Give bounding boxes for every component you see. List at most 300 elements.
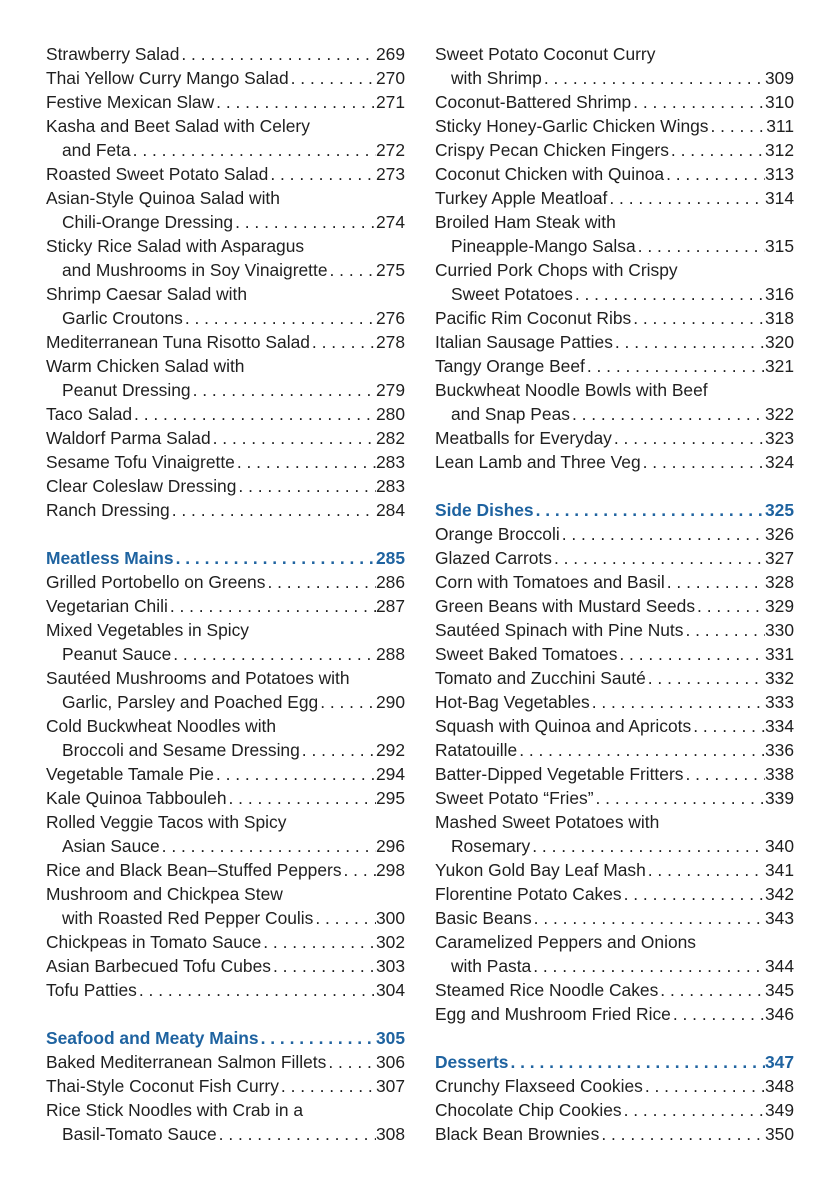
toc-entry[interactable] [435,1002,794,1026]
recipe-title: Chocolate Chip Cookies [435,1100,622,1120]
page-number: 333 [764,692,794,712]
toc-line [46,570,405,594]
recipe-title: Corn with Tomatoes and Basil [435,572,665,592]
dot-leader [560,522,765,546]
toc-entry[interactable] [435,138,794,162]
recipe-title: Festive Mexican Slaw [46,92,215,112]
toc-line [435,522,794,546]
toc-entry[interactable] [435,546,794,570]
toc-line [46,1050,405,1074]
toc-line [435,978,794,1002]
dot-leader [585,354,765,378]
dot-leader [664,162,765,186]
toc-entry[interactable] [435,594,794,618]
dot-leader [168,594,376,618]
toc-line [46,546,405,570]
recipe-title: Basil-Tomato Sauce [62,1124,217,1144]
recipe-title: Vegetable Tamale Pie [46,764,214,784]
page-number: 294 [375,764,405,784]
toc-line [46,210,405,234]
recipe-title: Rice and Black Bean–Stuffed Peppers [46,860,342,880]
recipe-title: Peanut Sauce [62,644,172,664]
toc-section-heading[interactable] [435,498,794,522]
page-number: 323 [764,428,794,448]
toc-entry[interactable] [435,90,794,114]
dot-leader [695,594,765,618]
page-number: 292 [375,740,405,760]
toc-line [435,258,794,282]
toc-entry[interactable] [435,1098,794,1122]
recipe-title: Chickpeas in Tomato Sauce [46,932,262,952]
dot-leader [683,762,765,786]
recipe-title: with Roasted Red Pepper Coulis [62,908,314,928]
page-number: 286 [375,572,405,592]
toc-line [435,882,794,906]
page-number: 318 [764,308,794,328]
recipe-title: Curried Pork Chops with Crispy [435,260,678,280]
page-number: 269 [375,44,405,64]
toc-entry[interactable] [46,594,405,618]
toc-entry[interactable] [46,234,405,282]
toc-line [46,762,405,786]
toc-line [46,138,405,162]
toc-line [435,42,794,66]
page-number: 275 [375,260,405,280]
recipe-title: Mediterranean Tuna Risotto Salad [46,332,310,352]
toc-entry[interactable] [46,162,405,186]
recipe-title: Rice Stick Noodles with Crab in a [46,1100,304,1120]
recipe-title: Coconut-Battered Shrimp [435,92,632,112]
recipe-title: Coconut Chicken with Quinoa [435,164,665,184]
toc-entry[interactable] [435,570,794,594]
recipe-title: Mixed Vegetables in Spicy [46,620,250,640]
dot-leader [310,330,376,354]
page-number: 278 [375,332,405,352]
page-number: 334 [764,716,794,736]
toc-entry[interactable] [435,330,794,354]
recipe-title: Hot-Bag Vegetables [435,692,590,712]
toc-line [46,66,405,90]
recipe-title: Asian Barbecued Tofu Cubes [46,956,271,976]
dot-leader [683,618,765,642]
toc-line [435,114,794,138]
dot-leader [508,1050,765,1074]
recipe-title: Basic Beans [435,908,532,928]
page-number: 329 [764,596,794,616]
dot-leader [261,930,376,954]
toc-entry[interactable] [435,618,794,642]
dot-leader [671,1002,765,1026]
page-number: 350 [764,1124,794,1144]
toc-entry[interactable] [46,450,405,474]
recipe-title: with Shrimp [451,68,542,88]
toc-entry[interactable] [46,954,405,978]
toc-line [46,1074,405,1098]
toc-entry[interactable] [46,90,405,114]
toc-line [435,738,794,762]
recipe-title: Sautéed Spinach with Pine Nuts [435,620,684,640]
toc-line [46,114,405,138]
dot-leader [643,1074,765,1098]
page-number: 327 [764,548,794,568]
page-number: 328 [764,572,794,592]
recipe-title: Lean Lamb and Three Veg [435,452,641,472]
toc-entry[interactable] [46,930,405,954]
dot-leader [590,690,765,714]
page-number: 283 [375,476,405,496]
toc-line [46,162,405,186]
toc-entry[interactable] [46,618,405,666]
dot-leader [669,138,765,162]
toc-entry[interactable] [435,186,794,210]
page-number: 320 [764,332,794,352]
toc-entry[interactable] [46,666,405,714]
toc-entry[interactable] [46,810,405,858]
recipe-title: and Feta [62,140,131,160]
toc-entry[interactable] [435,642,794,666]
toc-line [46,426,405,450]
recipe-title: Cold Buckwheat Noodles with [46,716,277,736]
toc-line [435,162,794,186]
dot-leader [191,378,376,402]
recipe-title: Pacific Rim Coconut Ribs [435,308,632,328]
recipe-title: Squash with Quinoa and Apricots [435,716,692,736]
page-number: 279 [375,380,405,400]
recipe-title: Thai Yellow Curry Mango Salad [46,68,289,88]
toc-line [435,618,794,642]
toc-entry[interactable] [46,426,405,450]
dot-leader [570,402,765,426]
section-spacer [46,522,405,546]
toc-line [435,210,794,234]
toc-line [435,306,794,330]
toc-entry[interactable] [46,714,405,762]
toc-entry[interactable] [435,978,794,1002]
toc-entry[interactable] [435,762,794,786]
recipe-title: Sweet Potato Coconut Curry [435,44,656,64]
toc-entry[interactable] [46,66,405,90]
toc-entry[interactable] [435,114,794,138]
recipe-title: Florentine Potato Cakes [435,884,622,904]
toc-entry[interactable] [435,306,794,330]
dot-leader [646,858,765,882]
recipe-title: Grilled Portobello on Greens [46,572,266,592]
dot-leader [631,90,765,114]
toc-entry[interactable] [435,426,794,450]
recipe-title: Chili-Orange Dressing [62,212,234,232]
toc-entry[interactable] [435,930,794,978]
recipe-title: Garlic Croutons [62,308,183,328]
page-number: 304 [375,980,405,1000]
toc-section-heading[interactable] [435,1050,794,1074]
dot-leader [636,234,765,258]
page-number: 342 [764,884,794,904]
page-number: 343 [764,908,794,928]
toc-entry[interactable] [46,402,405,426]
toc-line [435,690,794,714]
dot-leader [265,570,376,594]
section-title: Meatless Mains [46,548,174,568]
toc-entry[interactable] [435,882,794,906]
dot-leader [622,882,765,906]
toc-line [435,450,794,474]
recipe-title: Warm Chicken Salad with [46,356,245,376]
toc-entry[interactable] [435,1122,794,1146]
dot-leader [217,1122,376,1146]
page-number: 282 [375,428,405,448]
toc-line [46,450,405,474]
toc-entry[interactable] [46,882,405,930]
dot-leader [534,498,765,522]
recipe-title: Sticky Rice Salad with Asparagus [46,236,305,256]
page-number: 290 [375,692,405,712]
dot-leader [214,90,376,114]
page-number: 348 [764,1076,794,1096]
toc-entry[interactable] [46,498,405,522]
recipe-title: Kale Quinoa Tabbouleh [46,788,227,808]
toc-line [46,618,405,642]
toc-entry[interactable] [46,762,405,786]
recipe-title: Taco Salad [46,404,133,424]
dot-leader [594,786,765,810]
toc-line [46,906,405,930]
dot-leader [179,42,376,66]
recipe-title: Glazed Carrots [435,548,552,568]
recipe-title: Meatballs for Everyday [435,428,612,448]
toc-line [46,90,405,114]
toc-entry[interactable] [435,1074,794,1098]
toc-line [435,1098,794,1122]
toc-entry[interactable] [46,1074,405,1098]
toc-line [46,258,405,282]
toc-line [435,354,794,378]
toc-line [46,474,405,498]
toc-line [46,306,405,330]
toc-line [46,690,405,714]
toc-entry[interactable] [435,258,794,306]
section-title: Desserts [435,1052,509,1072]
recipe-title: Mashed Sweet Potatoes with [435,812,660,832]
dot-leader [279,1074,376,1098]
toc-line [46,930,405,954]
recipe-title: Yukon Gold Bay Leaf Mash [435,860,646,880]
page-number: 270 [375,68,405,88]
recipe-title: Tangy Orange Beef [435,356,585,376]
section-spacer [46,1002,405,1026]
toc-line [46,234,405,258]
dot-leader [613,330,765,354]
toc-entry[interactable] [435,690,794,714]
recipe-title: Mushroom and Chickpea Stew [46,884,283,904]
toc-line [46,882,405,906]
recipe-title: with Pasta [451,956,532,976]
recipe-title: Egg and Mushroom Fried Rice [435,1004,671,1024]
section-spacer [435,474,794,498]
dot-leader [271,954,376,978]
toc-line [46,738,405,762]
dot-leader [530,834,765,858]
toc-entry[interactable] [435,786,794,810]
toc-entry[interactable] [435,162,794,186]
dot-leader [532,906,765,930]
dot-leader [300,738,376,762]
recipe-title: Ratatouille [435,740,518,760]
dot-leader [542,66,765,90]
dot-leader [328,258,376,282]
recipe-title: Ranch Dressing [46,500,170,520]
toc-line [435,642,794,666]
recipe-title: Turkey Apple Meatloaf [435,188,608,208]
toc-entry[interactable] [435,378,794,426]
toc-line [435,714,794,738]
page-number: 349 [764,1100,794,1120]
dot-leader [517,738,765,762]
toc-section-heading[interactable] [46,546,405,570]
toc-entry[interactable] [46,282,405,330]
toc-right-column [435,42,794,1146]
page-number: 346 [764,1004,794,1024]
page-number: 345 [764,980,794,1000]
page-number: 306 [375,1052,405,1072]
page-number: 296 [375,836,405,856]
page-number: 300 [375,908,405,928]
toc-entry[interactable] [435,906,794,930]
toc-line [435,546,794,570]
toc-entry[interactable] [435,450,794,474]
toc-entry[interactable] [435,810,794,858]
toc-entry[interactable] [46,1098,405,1146]
recipe-title: Sweet Potato “Fries” [435,788,594,808]
recipe-title: Broiled Ham Steak with [435,212,616,232]
recipe-title: and Snap Peas [451,404,570,424]
dot-leader [599,1122,765,1146]
page-number: 311 [766,116,794,136]
dot-leader [268,162,376,186]
dot-leader [233,210,376,234]
dot-leader [318,690,376,714]
toc-line [46,666,405,690]
toc-line [46,282,405,306]
dot-leader [342,858,376,882]
dot-leader [691,714,765,738]
section-title: Side Dishes [435,500,534,520]
page-number: 283 [375,452,405,472]
dot-leader [214,762,376,786]
page-number: 303 [375,956,405,976]
recipe-title: Kasha and Beet Salad with Celery [46,116,310,136]
toc-entry[interactable] [435,858,794,882]
recipe-title: Broccoli and Sesame Dressing [62,740,300,760]
page-number: 273 [375,164,405,184]
toc-line [46,402,405,426]
recipe-title: Italian Sausage Patties [435,332,613,352]
recipe-title: Orange Broccoli [435,524,560,544]
toc-entry[interactable] [46,858,405,882]
toc-line [435,906,794,930]
dot-leader [313,906,376,930]
toc-entry[interactable] [435,714,794,738]
toc-entry[interactable] [435,354,794,378]
toc-line [435,402,794,426]
toc-line [435,1122,794,1146]
recipe-title: Garlic, Parsley and Poached Egg [62,692,319,712]
dot-leader [131,138,376,162]
dot-leader [183,306,376,330]
recipe-title: Vegetarian Chili [46,596,168,616]
page-number: 312 [764,140,794,160]
recipe-title: Rosemary [451,836,531,856]
toc-entry[interactable] [46,354,405,402]
toc-entry[interactable] [46,474,405,498]
toc-line [435,834,794,858]
page-number: 324 [764,452,794,472]
toc-entry[interactable] [435,210,794,258]
toc-line [435,954,794,978]
toc-entry[interactable] [435,666,794,690]
toc-line [46,642,405,666]
toc-entry[interactable] [435,738,794,762]
toc-line [435,186,794,210]
toc-entry[interactable] [46,1050,405,1074]
dot-leader [646,666,765,690]
dot-leader [289,66,376,90]
toc-line [435,378,794,402]
page-number: 280 [375,404,405,424]
recipe-title: Tomato and Zucchini Sauté [435,668,646,688]
toc-entry[interactable] [435,522,794,546]
page-number: 331 [764,644,794,664]
dot-leader [227,786,376,810]
toc-entry[interactable] [46,186,405,234]
toc-line [435,90,794,114]
page-number: 271 [375,92,405,112]
recipe-title: Green Beans with Mustard Seeds [435,596,696,616]
dot-leader [137,978,376,1002]
toc-line [46,186,405,210]
toc-entry[interactable] [46,978,405,1002]
dot-leader [259,1026,376,1050]
dot-leader [658,978,765,1002]
recipe-title: Sweet Baked Tomatoes [435,644,618,664]
toc-entry[interactable] [46,42,405,66]
toc-entry[interactable] [46,114,405,162]
page-number: 310 [764,92,794,112]
dot-leader [709,114,767,138]
recipe-title: Batter-Dipped Vegetable Fritters [435,764,684,784]
toc-line [435,1050,794,1074]
toc-line [46,1026,405,1050]
toc-entry[interactable] [46,786,405,810]
toc-line [435,930,794,954]
dot-leader [617,642,765,666]
toc-entry[interactable] [46,570,405,594]
toc-line [46,858,405,882]
recipe-title: Sesame Tofu Vinaigrette [46,452,235,472]
dot-leader [236,474,376,498]
toc-line [46,1098,405,1122]
recipe-title: Thai-Style Coconut Fish Curry [46,1076,279,1096]
page-number: 307 [375,1076,405,1096]
dot-leader [552,546,765,570]
toc-line [435,786,794,810]
recipe-title: Crispy Pecan Chicken Fingers [435,140,669,160]
section-title: Seafood and Meaty Mains [46,1028,259,1048]
toc-entry[interactable] [435,42,794,90]
toc-section-heading[interactable] [46,1026,405,1050]
toc-entry[interactable] [46,330,405,354]
toc-line [46,330,405,354]
page-number: 344 [764,956,794,976]
